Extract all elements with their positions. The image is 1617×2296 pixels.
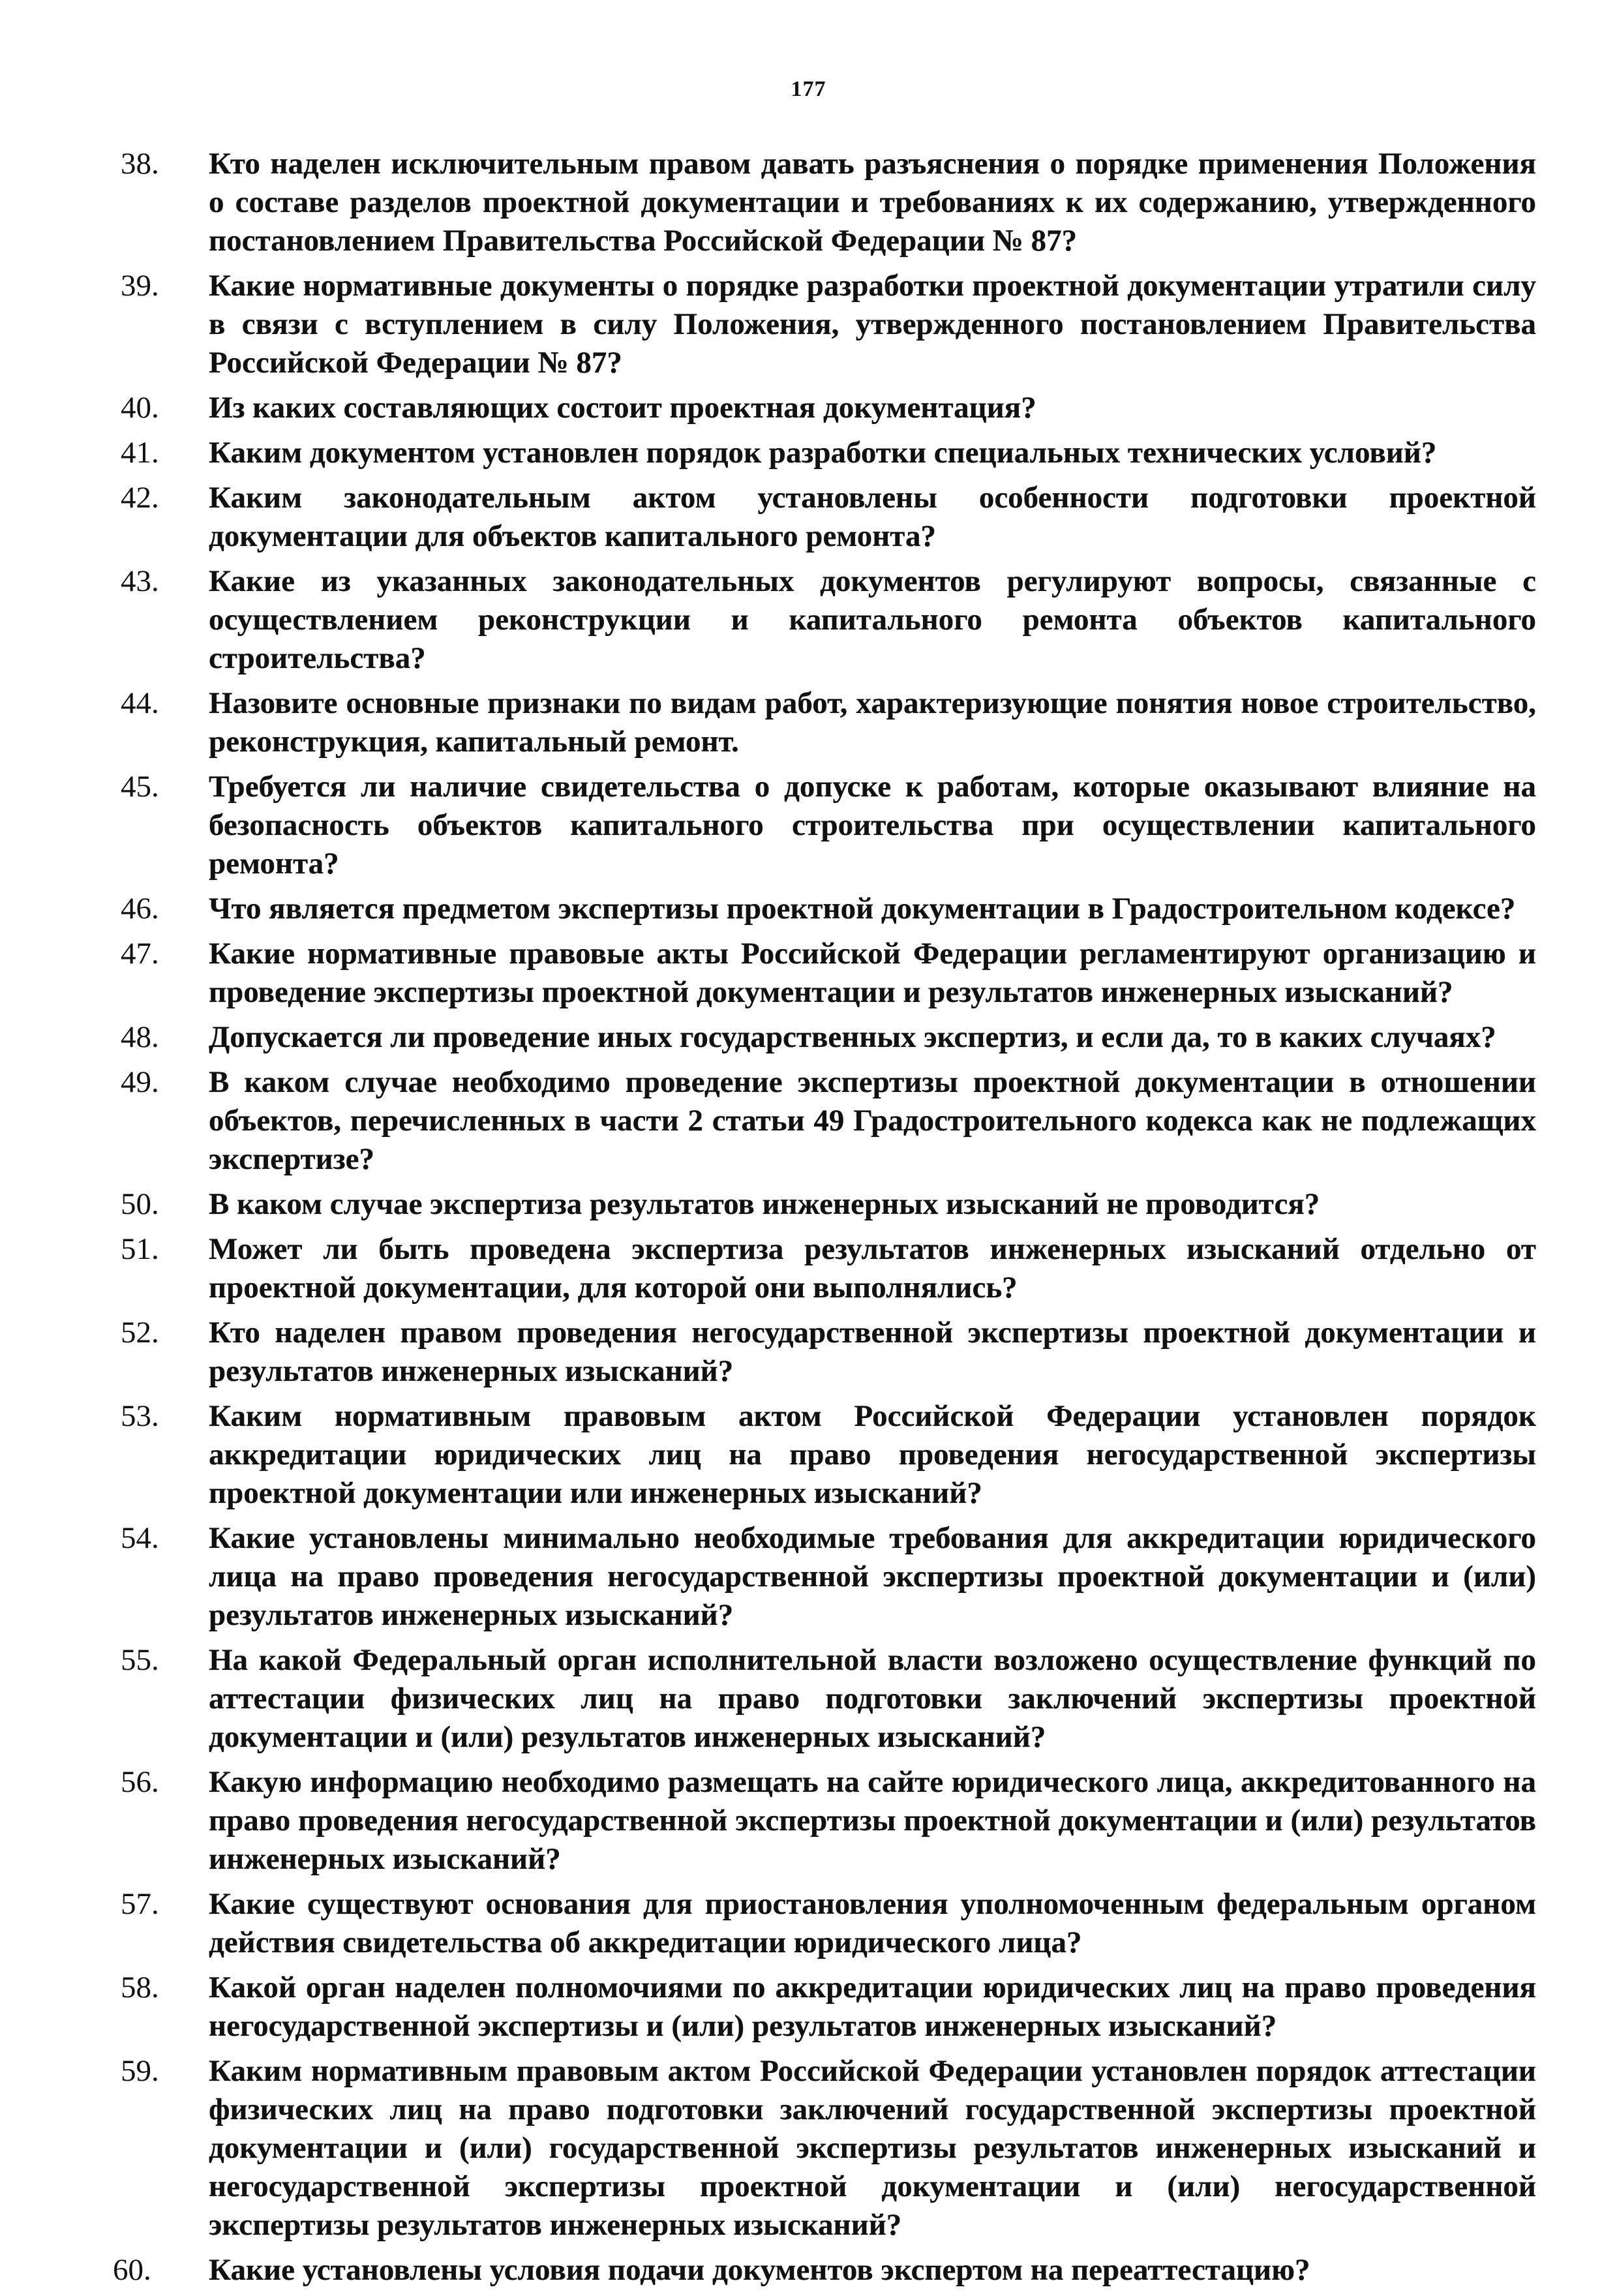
question-number: 39. — [121, 269, 159, 303]
question-item — [121, 1763, 1536, 1879]
question-text: Какие установлены минимально необходимые требования для аккредитации юридического лица на право проведения негосударственной экспертизы проектной документации и (или) результатов инженерных изысканий? — [209, 1521, 1536, 1632]
question-text: Каким документом установлен порядок разработки специальных технических условий? — [209, 436, 1437, 470]
question-item — [121, 562, 1536, 678]
question-number: 52. — [121, 1316, 159, 1350]
page-number: 177 — [791, 77, 826, 101]
question-item — [121, 389, 1536, 427]
question-item — [121, 1314, 1536, 1391]
question-text: На какой Федеральный орган исполнительной власти возложено осуществление функций по аттестации физических лиц на право подготовки заключений экспертизы проектной документации и (или) результатов инженерных изысканий? — [209, 1643, 1536, 1754]
question-text: Какие из указанных законодательных документов регулируют вопросы, связанные с осуществлением реконструкции и капитального ремонта объектов капитального строительства? — [209, 564, 1536, 675]
question-number: 48. — [121, 1020, 159, 1054]
question-number: 58. — [121, 1971, 159, 2004]
question-number: 49. — [121, 1065, 159, 1099]
question-number: 54. — [121, 1521, 159, 1555]
question-list — [113, 145, 1536, 2296]
question-text: Кто наделен правом проведения негосударственной экспертизы проектной документации и результатов инженерных изысканий? — [209, 1316, 1536, 1388]
question-item — [121, 1018, 1536, 1057]
question-item — [121, 434, 1536, 472]
question-item — [121, 684, 1536, 761]
question-number: 41. — [121, 436, 159, 470]
question-item — [121, 1641, 1536, 1757]
question-number: 44. — [121, 686, 159, 720]
question-item — [121, 1519, 1536, 1635]
question-text: Каким законодательным актом установлены особенности подготовки проектной документации для объектов капитального ремонта? — [209, 481, 1536, 553]
question-number: 59. — [121, 2054, 159, 2088]
question-item — [121, 2052, 1536, 2244]
question-number: 47. — [121, 937, 159, 971]
question-text: Допускается ли проведение иных государственных экспертиз, и если да, то в каких случаях? — [209, 1020, 1496, 1054]
question-item — [113, 2251, 1536, 2289]
question-number: 51. — [121, 1232, 159, 1266]
question-number: 45. — [121, 770, 159, 804]
question-number: 38. — [121, 147, 159, 181]
question-text: Какую информацию необходимо размещать на сайте юридического лица, аккредитованного на право проведения негосударственной экспертизы проектной документации и (или) результатов инженерных изысканий? — [209, 1765, 1536, 1876]
question-text: Назовите основные признаки по видам работ, характеризующие понятия новое строительство, реконструкция, капитальный ремонт. — [209, 686, 1536, 759]
question-text: Какие нормативные документы о порядке разработки проектной документации утратили силу в связи с вступлением в силу Положения, утвержденного постановлением Правительства Российской Федерации № 87? — [209, 269, 1536, 380]
question-item — [121, 1230, 1536, 1307]
question-number: 42. — [121, 481, 159, 515]
question-item — [121, 935, 1536, 1012]
question-item — [121, 267, 1536, 382]
question-text: Может ли быть проведена экспертиза результатов инженерных изысканий отдельно от проектной документации, для которой они выполнялись? — [209, 1232, 1536, 1305]
question-number: 46. — [121, 892, 159, 926]
question-number: 40. — [121, 391, 159, 425]
question-number: 60. — [113, 2253, 151, 2287]
question-item — [121, 479, 1536, 556]
question-text: Каким нормативным правовым актом Российской Федерации установлен порядок аттестации физических лиц на право подготовки заключений государственной экспертизы проектной документации и (или) государственной экспертизы результатов инженерных изысканий и негосударственной экспертизы проектной документации и (или) негосударственной экспертизы результатов инженерных изысканий? — [209, 2054, 1536, 2242]
question-item — [121, 1397, 1536, 1513]
question-text: Какие существуют основания для приостановления уполномоченным федеральным органом действия свидетельства об аккредитации юридического лица? — [209, 1887, 1536, 1959]
question-text: Требуется ли наличие свидетельства о допуске к работам, которые оказывают влияние на безопасность объектов капитального строительства при осуществлении капитального ремонта? — [209, 770, 1536, 881]
question-item — [121, 1185, 1536, 1224]
question-number: 57. — [121, 1887, 159, 1921]
question-item — [121, 145, 1536, 260]
question-text: Что является предметом экспертизы проектной документации в Градостроительном кодексе? — [209, 892, 1516, 926]
question-text: Каким нормативным правовым актом Российской Федерации установлен порядок аккредитации юридических лиц на право проведения негосударственной экспертизы проектной документации или инженерных изысканий? — [209, 1399, 1536, 1510]
question-number: 50. — [121, 1187, 159, 1221]
question-text: Какой орган наделен полномочиями по аккредитации юридических лиц на право проведения негосударственной экспертизы и (или) результатов инженерных изысканий? — [209, 1971, 1536, 2043]
question-number: 56. — [121, 1765, 159, 1799]
question-item — [121, 1885, 1536, 1962]
question-number: 55. — [121, 1643, 159, 1677]
question-item — [121, 890, 1536, 928]
question-text: Какие нормативные правовые акты Российской Федерации регламентируют организацию и проведение экспертизы проектной документации и результатов инженерных изысканий? — [209, 937, 1536, 1009]
question-item — [121, 1969, 1536, 2046]
question-text: Какие установлены условия подачи документов экспертом на переаттестацию? — [209, 2253, 1310, 2287]
question-item — [121, 768, 1536, 883]
question-text: В каком случае необходимо проведение экспертизы проектной документации в отношении объектов, перечисленных в части 2 статьи 49 Градостроительного кодекса как не подлежащих экспертизе? — [209, 1065, 1536, 1176]
question-number: 53. — [121, 1399, 159, 1433]
question-item — [121, 1063, 1536, 1179]
question-text: Кто наделен исключительным правом давать разъяснения о порядке применения Положения о составе разделов проектной документации и требованиях к их содержанию, утвержденного постановлением Правительства Российской Федерации № 87? — [209, 147, 1536, 258]
question-number: 43. — [121, 564, 159, 598]
question-text: В каком случае экспертиза результатов инженерных изысканий не проводится? — [209, 1187, 1320, 1221]
question-text: Из каких составляющих состоит проектная документация? — [209, 391, 1036, 425]
